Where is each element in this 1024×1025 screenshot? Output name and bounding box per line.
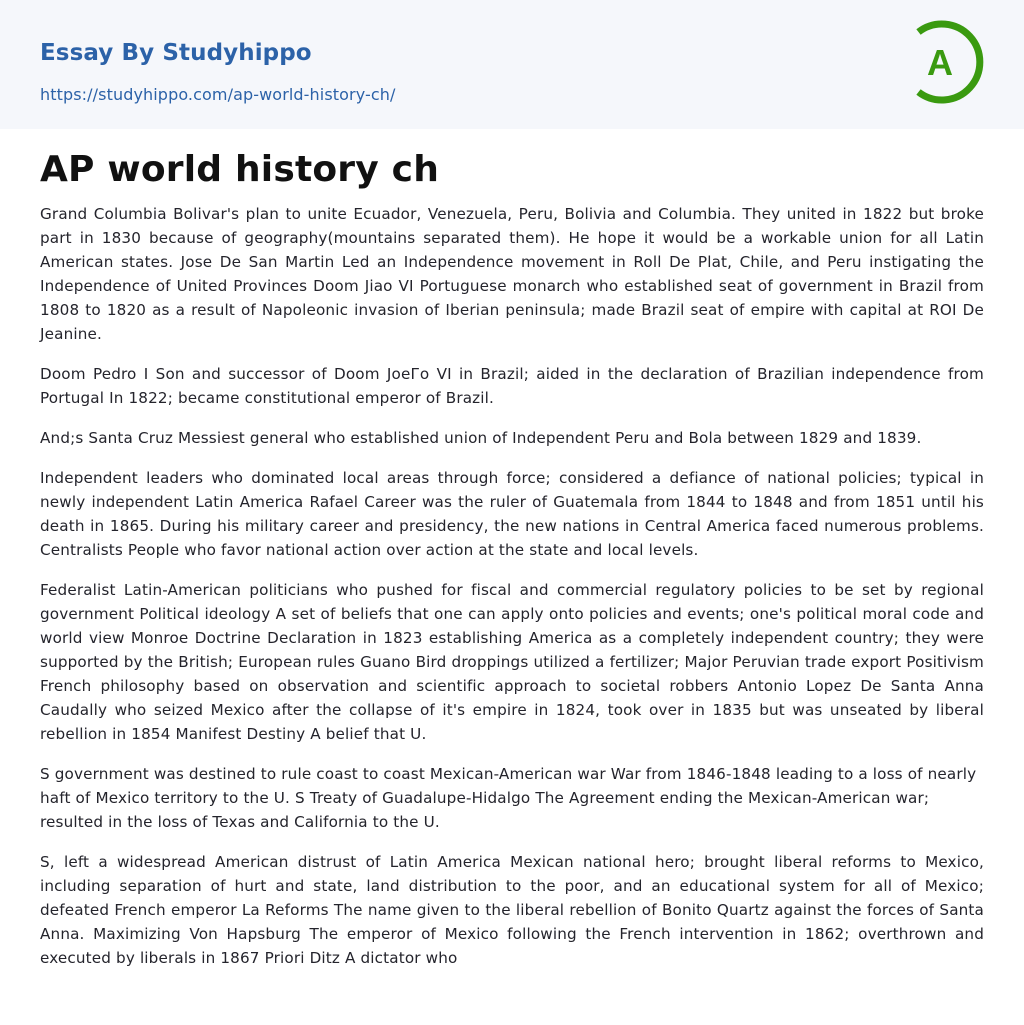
essay-content	[0, 148, 1024, 970]
essay-paragraph: Independent leaders who dominated local areas through force; considered a defiance of national policies; typical in newly independent Latin America Rafael Career was the ruler of Guatemala from 1844 to 1848 and from 1851 until his death in 1865. During his military career and presidency, the new nations in Central America faced numerous problems. Centralists People who favor national action over action at the state and local levels.	[40, 469, 984, 559]
essay-paragraph: S, left a widespread American distrust of Latin America Mexican national hero; brought liberal reforms to Mexico, including separation of hurt and state, land distribution to the poor, and an educational system for all of Mexico; defeated French emperor La Reforms The name given to the liberal rebellion of Bonito Quartz against the forces of Santa Anna. Maximizing Von Hapsburg The emperor of Mexico following the French intervention in 1862; overthrown and executed by liberals in 1867 Priori Ditz A dictator who	[40, 853, 984, 967]
page-title: AP world history ch	[40, 149, 440, 190]
essay-paragraph: And;s Santa Cruz Messiest general who established union of Independent Peru and Bola between 1829 and 1839.	[40, 429, 922, 447]
essay-paragraph: S government was destined to rule coast to coast Mexican-American war War from 1846-1848 leading to a loss of nearly haft of Mexico territory to the U. S Treaty of Guadalupe-Hidalgo The Agreement ending the Mexican-American war; resulted in the loss of Texas and California to the U.	[40, 765, 977, 831]
essay-paragraph: Grand Columbia Bolivar's plan to unite Ecuador, Venezuela, Peru, Bolivia and Columbia. They united in 1822 but broke part in 1830 because of geography(mountains separated them). He hope it would be a workable union for all Latin American states. Jose De San Martin Led an Independence movement in Roll De Plat, Chile, and Peru instigating the Independence of United Provinces Doom Jiao VI Portuguese monarch who established seat of government in Brazil from 1808 to 1820 as a result of Napoleonic invasion of Iberian peninsula; made Brazil seat of empire with capital at ROI De Jeanine.	[40, 205, 984, 343]
essay-url-link[interactable]: https://studyhippo.com/ap-world-history-ch/	[40, 85, 396, 104]
essay-paragraph: Doom Pedro I Son and successor of Doom JoeГo VI in Brazil; aided in the declaration of Brazilian independence from Portugal In 1822; became constitutional emperor of Brazil.	[40, 365, 984, 407]
studyhippo-logo-icon[interactable]	[912, 19, 986, 105]
site-header	[0, 0, 1024, 129]
essay-paragraph: Federalist Latin-American politicians who pushed for fiscal and commercial regulatory policies to be set by regional government Political ideology A set of beliefs that one can apply onto policies and events; one's political moral code and world view Monroe Doctrine Declaration in 1823 establishing America as a completely independent country; they were supported by the British; European rules Guano Bird droppings utilized a fertilizer; Major Peruvian trade export Positivism French philosophy based on observation and scientific approach to societal robbers Antonio Lopez De Santa Anna Caudally who seized Mexico after the collapse of it's empire in 1824, took over in 1835 but was unseated by liberal rebellion in 1854 Manifest Destiny A belief that U.	[40, 581, 984, 743]
logo-letter: A	[927, 42, 953, 83]
brand-title: Essay By Studyhippo	[40, 40, 312, 66]
